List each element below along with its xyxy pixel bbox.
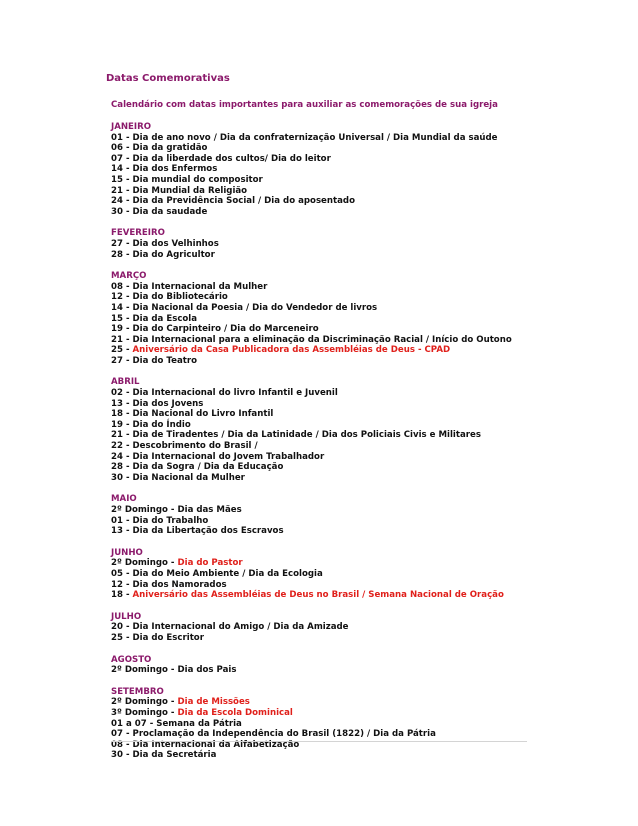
entry-description: Semana da Pátria <box>156 718 242 729</box>
month-section <box>111 228 531 260</box>
entry-date: 21 - <box>111 185 133 196</box>
date-entry <box>111 164 531 175</box>
subtitle: Calendário com datas importantes para auxiliar as comemorações de sua igreja <box>111 100 498 110</box>
entry-date: 19 - <box>111 419 133 430</box>
date-entry <box>111 462 531 473</box>
entry-date: 08 - <box>111 281 133 292</box>
entry-description: Aniversário da Casa Publicadora das Assembléias de Deus - CPAD <box>132 345 451 356</box>
date-entry <box>111 250 531 261</box>
date-entry <box>111 420 531 431</box>
date-entry <box>111 196 531 207</box>
entry-description: Descobrimento do Brasil / <box>132 441 258 452</box>
entry-description: Dia do Bibliotecário <box>132 292 228 303</box>
entry-date: 05 - <box>111 568 133 579</box>
date-entry <box>111 665 531 676</box>
entry-date: 24 - <box>111 196 133 207</box>
entry-description: Dia Nacional da Poesia / Dia do Vendedor de livros <box>132 302 378 313</box>
month-section <box>111 377 531 483</box>
entry-description: Dia da Escola <box>132 313 198 324</box>
date-entry <box>111 580 531 591</box>
entry-date: 18 - <box>111 590 133 601</box>
entry-date: 19 - <box>111 324 133 335</box>
date-entry <box>111 388 531 399</box>
month-section <box>111 655 531 676</box>
date-entry <box>111 399 531 410</box>
entry-description: Dia do Meio Ambiente / Dia da Ecologia <box>132 568 323 579</box>
month-heading: JUNHO <box>111 547 143 558</box>
date-entry <box>111 430 531 441</box>
month-list <box>111 122 531 761</box>
entry-date: 20 - <box>111 622 133 633</box>
entry-date: 06 - <box>111 143 133 154</box>
entry-date: 08 - <box>111 739 133 750</box>
date-entry <box>111 143 531 154</box>
month-section <box>111 687 531 761</box>
date-entry <box>111 292 531 303</box>
date-entry <box>111 569 531 580</box>
date-entry <box>111 133 531 144</box>
entry-date: 25 - <box>111 345 133 356</box>
entry-description: Dia mundial do compositor <box>132 174 263 185</box>
entry-date: 12 - <box>111 579 133 590</box>
date-entry <box>111 282 531 293</box>
date-entry <box>111 708 531 719</box>
entry-description: Dia dos Pais <box>177 665 237 676</box>
entry-date: 24 - <box>111 451 133 462</box>
entry-date: 01 a 07 - <box>111 718 157 729</box>
entry-date: 15 - <box>111 313 133 324</box>
horizontal-rule <box>111 741 527 742</box>
date-entry <box>111 622 531 633</box>
entry-date: 30 - <box>111 750 133 761</box>
date-entry <box>111 335 531 346</box>
date-entry <box>111 452 531 463</box>
entry-description: Dia do Trabalho <box>132 515 209 526</box>
date-entry <box>111 473 531 484</box>
entry-date: 02 - <box>111 388 133 399</box>
date-entry <box>111 303 531 314</box>
entry-date: 30 - <box>111 472 133 483</box>
month-section <box>111 122 531 217</box>
entry-description: Dia de Tiradentes / Dia da Latinidade / Dia dos Policiais Civis e Militares <box>132 430 481 441</box>
entry-description: Dia Internacional do Jovem Trabalhador <box>132 451 325 462</box>
date-entry <box>111 239 531 250</box>
entry-description: Dia da gratidão <box>132 143 208 154</box>
entry-description: Dia Nacional da Mulher <box>132 472 245 483</box>
entry-date: 28 - <box>111 462 133 473</box>
entry-description: Dia do Teatro <box>132 355 198 366</box>
entry-description: Dia do Carpinteiro / Dia do Marceneiro <box>132 324 319 335</box>
entry-date: 07 - <box>111 729 133 740</box>
date-entry <box>111 345 531 356</box>
entry-date: 15 - <box>111 174 133 185</box>
entry-date: 14 - <box>111 302 133 313</box>
date-entry <box>111 324 531 335</box>
entry-date: 22 - <box>111 441 133 452</box>
date-entry <box>111 633 531 644</box>
entry-description: Dia do Escritor <box>132 632 204 643</box>
date-entry <box>111 558 531 569</box>
month-section <box>111 612 531 644</box>
date-entry <box>111 314 531 325</box>
page-title: Datas Comemorativas <box>106 73 230 84</box>
entry-date: 25 - <box>111 632 133 643</box>
entry-description: Dia Nacional do Livro Infantil <box>132 409 274 420</box>
entry-description: Dia do Índio <box>132 419 191 430</box>
date-entry <box>111 590 531 601</box>
entry-description: Dia das Mães <box>177 505 242 515</box>
entry-date: 01 - <box>111 515 133 526</box>
month-section <box>111 548 531 601</box>
entry-date: 13 - <box>111 526 133 537</box>
date-entry <box>111 409 531 420</box>
entry-description: Dia Internacional da Alfabetização <box>132 739 300 750</box>
entry-description: Aniversário das Assembléias de Deus no Brasil / Semana Nacional de Oração <box>132 590 504 601</box>
date-entry <box>111 729 531 740</box>
entry-date: 27 - <box>111 238 133 249</box>
month-section <box>111 271 531 366</box>
entry-description: Dia Internacional do Amigo / Dia da Amizade <box>132 622 349 633</box>
entry-date: 18 - <box>111 409 133 420</box>
entry-date: 14 - <box>111 164 133 175</box>
date-entry <box>111 516 531 527</box>
entry-date: 01 - <box>111 132 133 143</box>
entry-description: Dia dos Jovens <box>132 398 204 409</box>
entry-description: Dia dos Enfermos <box>132 164 218 175</box>
entry-description: Dia da Libertação dos Escravos <box>132 526 284 537</box>
entry-description: Dia Internacional do livro Infantil e Juvenil <box>132 388 338 399</box>
entry-date: 30 - <box>111 206 133 217</box>
entry-description: Dia da saudade <box>132 206 208 217</box>
entry-date: 21 - <box>111 430 133 441</box>
entry-date: 2º Domingo - <box>111 697 178 708</box>
date-entry <box>111 697 531 708</box>
entry-date: 28 - <box>111 249 133 260</box>
entry-date: 13 - <box>111 398 133 409</box>
date-entry <box>111 186 531 197</box>
entry-date: 07 - <box>111 153 133 164</box>
month-section <box>111 494 531 536</box>
date-entry <box>111 441 531 452</box>
date-entry <box>111 526 531 537</box>
entry-description: Dia do Agricultor <box>132 249 215 260</box>
entry-date: 2º Domingo - <box>111 665 178 676</box>
entry-description: Dia da liberdade dos cultos/ Dia do leitor <box>132 153 331 164</box>
entry-description: Dia de Missões <box>177 697 250 708</box>
calendar-content <box>111 100 531 761</box>
entry-description: Dia Mundial da Religião <box>132 185 248 196</box>
month-heading: MAIO <box>111 494 137 505</box>
month-heading: AGOSTO <box>111 654 152 665</box>
entry-description: Dia Internacional da Mulher <box>132 281 268 292</box>
entry-description: Dia de ano novo / Dia da confraternização Universal / Dia Mundial da saúde <box>132 132 498 143</box>
date-entry <box>111 750 531 761</box>
month-heading: SETEMBRO <box>111 686 164 697</box>
entry-description: Dia dos Velhinhos <box>132 238 219 249</box>
date-entry <box>111 175 531 186</box>
entry-date: 12 - <box>111 292 133 303</box>
entry-description: Dia da Secretária <box>132 750 217 761</box>
month-heading: ABRIL <box>111 377 140 388</box>
date-entry <box>111 154 531 165</box>
entry-description: Dia dos Namorados <box>132 579 227 590</box>
entry-description: Dia do Pastor <box>177 558 243 569</box>
date-entry <box>111 356 531 367</box>
month-heading: MARÇO <box>111 271 147 282</box>
entry-date: 3º Domingo - <box>111 707 178 718</box>
month-heading: FEVEREIRO <box>111 228 165 239</box>
month-heading: JANEIRO <box>111 122 152 132</box>
entry-description: Proclamação da Independência do Brasil (1822) / Dia da Pátria <box>132 729 436 740</box>
entry-description: Dia da Previdência Social / Dia do aposentado <box>132 196 355 207</box>
entry-date: 27 - <box>111 355 133 366</box>
date-entry <box>111 207 531 218</box>
date-entry <box>111 505 531 516</box>
entry-date: 2º Domingo - <box>111 505 178 515</box>
month-heading: JULHO <box>111 611 142 622</box>
entry-date: 21 - <box>111 334 133 345</box>
entry-description: Dia da Sogra / Dia da Educação <box>132 462 284 473</box>
date-entry <box>111 719 531 730</box>
entry-description: Dia da Escola Dominical <box>177 707 293 718</box>
entry-description: Dia Internacional para a eliminação da Discriminação Racial / Início do Outono <box>132 334 512 345</box>
entry-date: 2º Domingo - <box>111 558 178 569</box>
